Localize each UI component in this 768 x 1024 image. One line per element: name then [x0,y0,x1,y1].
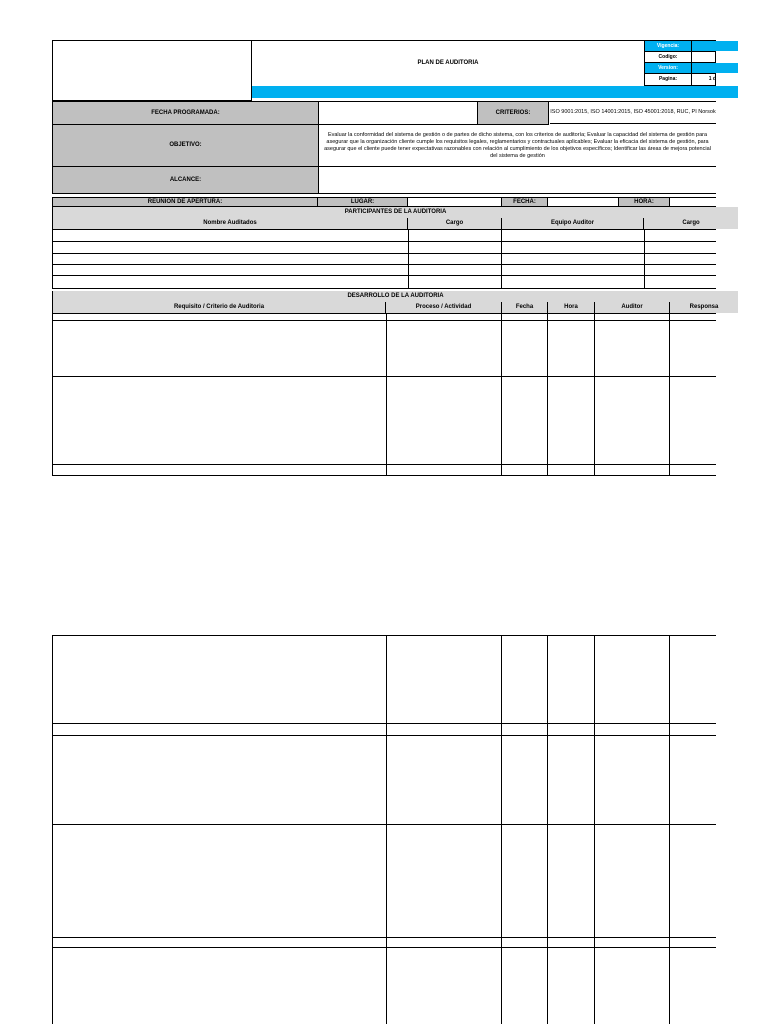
desarrollo-header-proceso: Proceso / Actividad [386,302,502,313]
fecha-apertura-value[interactable] [547,197,619,207]
criterios-value: ISO 9001:2015, ISO 14001:2015, ISO 45001:2018, RUC, PI Norsok [550,102,716,124]
participantes-header-nombre: Nombre Auditados [52,218,408,229]
participantes-header-equipo: Equipo Auditor [502,218,644,229]
meta-version-label: Version: [645,63,691,73]
header-logo-box [52,40,252,101]
header-accent-bar [252,86,738,98]
objetivo-value: Evaluar la conformidad del sistema de gestión o de partes de dicho sistema, con los criterios de auditoría; Evaluar la capacidad del sistema de gestión para asegurar que la organización cliente cumple los requisitos legales, reglamentarios y contractuales aplicables; Evaluar la eficacia del sistema de gestión, para asegurar que el cliente puede tener expectativas razonables con relación al cumplimiento de los objetivos específicos; Identificar las áreas de mejora potencial del sistema de gestión [319,125,716,167]
desarrollo-header-requisito: Requisito / Criterio de Auditoria [52,302,386,313]
participantes-header-cargo-auditor: Cargo [644,218,738,229]
meta-codigo-label: Codigo: [658,53,678,60]
lugar-label: LUGAR: [317,197,408,207]
page-title: PLAN DE AUDITORIA [252,40,644,86]
participantes-table [52,229,716,289]
meta-pagina-value: 1 d [708,75,716,82]
meta-vigencia-label: Vigencia: [645,41,691,51]
desarrollo-header-auditor: Auditor [595,302,670,313]
participantes-title: PARTICIPANTES DE LA AUDITORIA [52,207,738,218]
desarrollo-table-continued [52,635,716,1024]
desarrollo-header-fecha: Fecha [502,302,548,313]
alcance-label: ALCANCE: [52,166,319,194]
desarrollo-title: DESARROLLO DE LA AUDITORIA [52,291,738,302]
hora-apertura-value[interactable] [670,197,716,207]
objetivo-label: OBJETIVO: [52,124,319,167]
meta-pagina-label: Pagina: [658,75,678,82]
lugar-value[interactable] [407,197,502,207]
hora-apertura-label: HORA: [618,197,670,207]
desarrollo-header-hora: Hora [548,302,595,313]
desarrollo-table [52,313,716,476]
alcance-value[interactable] [319,167,716,194]
fecha-programada-value[interactable] [318,101,478,125]
fecha-apertura-label: FECHA: [501,197,548,207]
fecha-programada-label: FECHA PROGRAMADA: [52,101,319,125]
meta-version-accent [692,63,738,73]
meta-vigencia-accent [692,41,738,51]
participantes-header-cargo: Cargo [408,218,502,229]
desarrollo-header-responsable: Responsa [670,302,738,313]
criterios-label: CRITERIOS: [477,101,549,125]
reunion-apertura-label: REUNION DE APERTURA: [52,197,318,207]
